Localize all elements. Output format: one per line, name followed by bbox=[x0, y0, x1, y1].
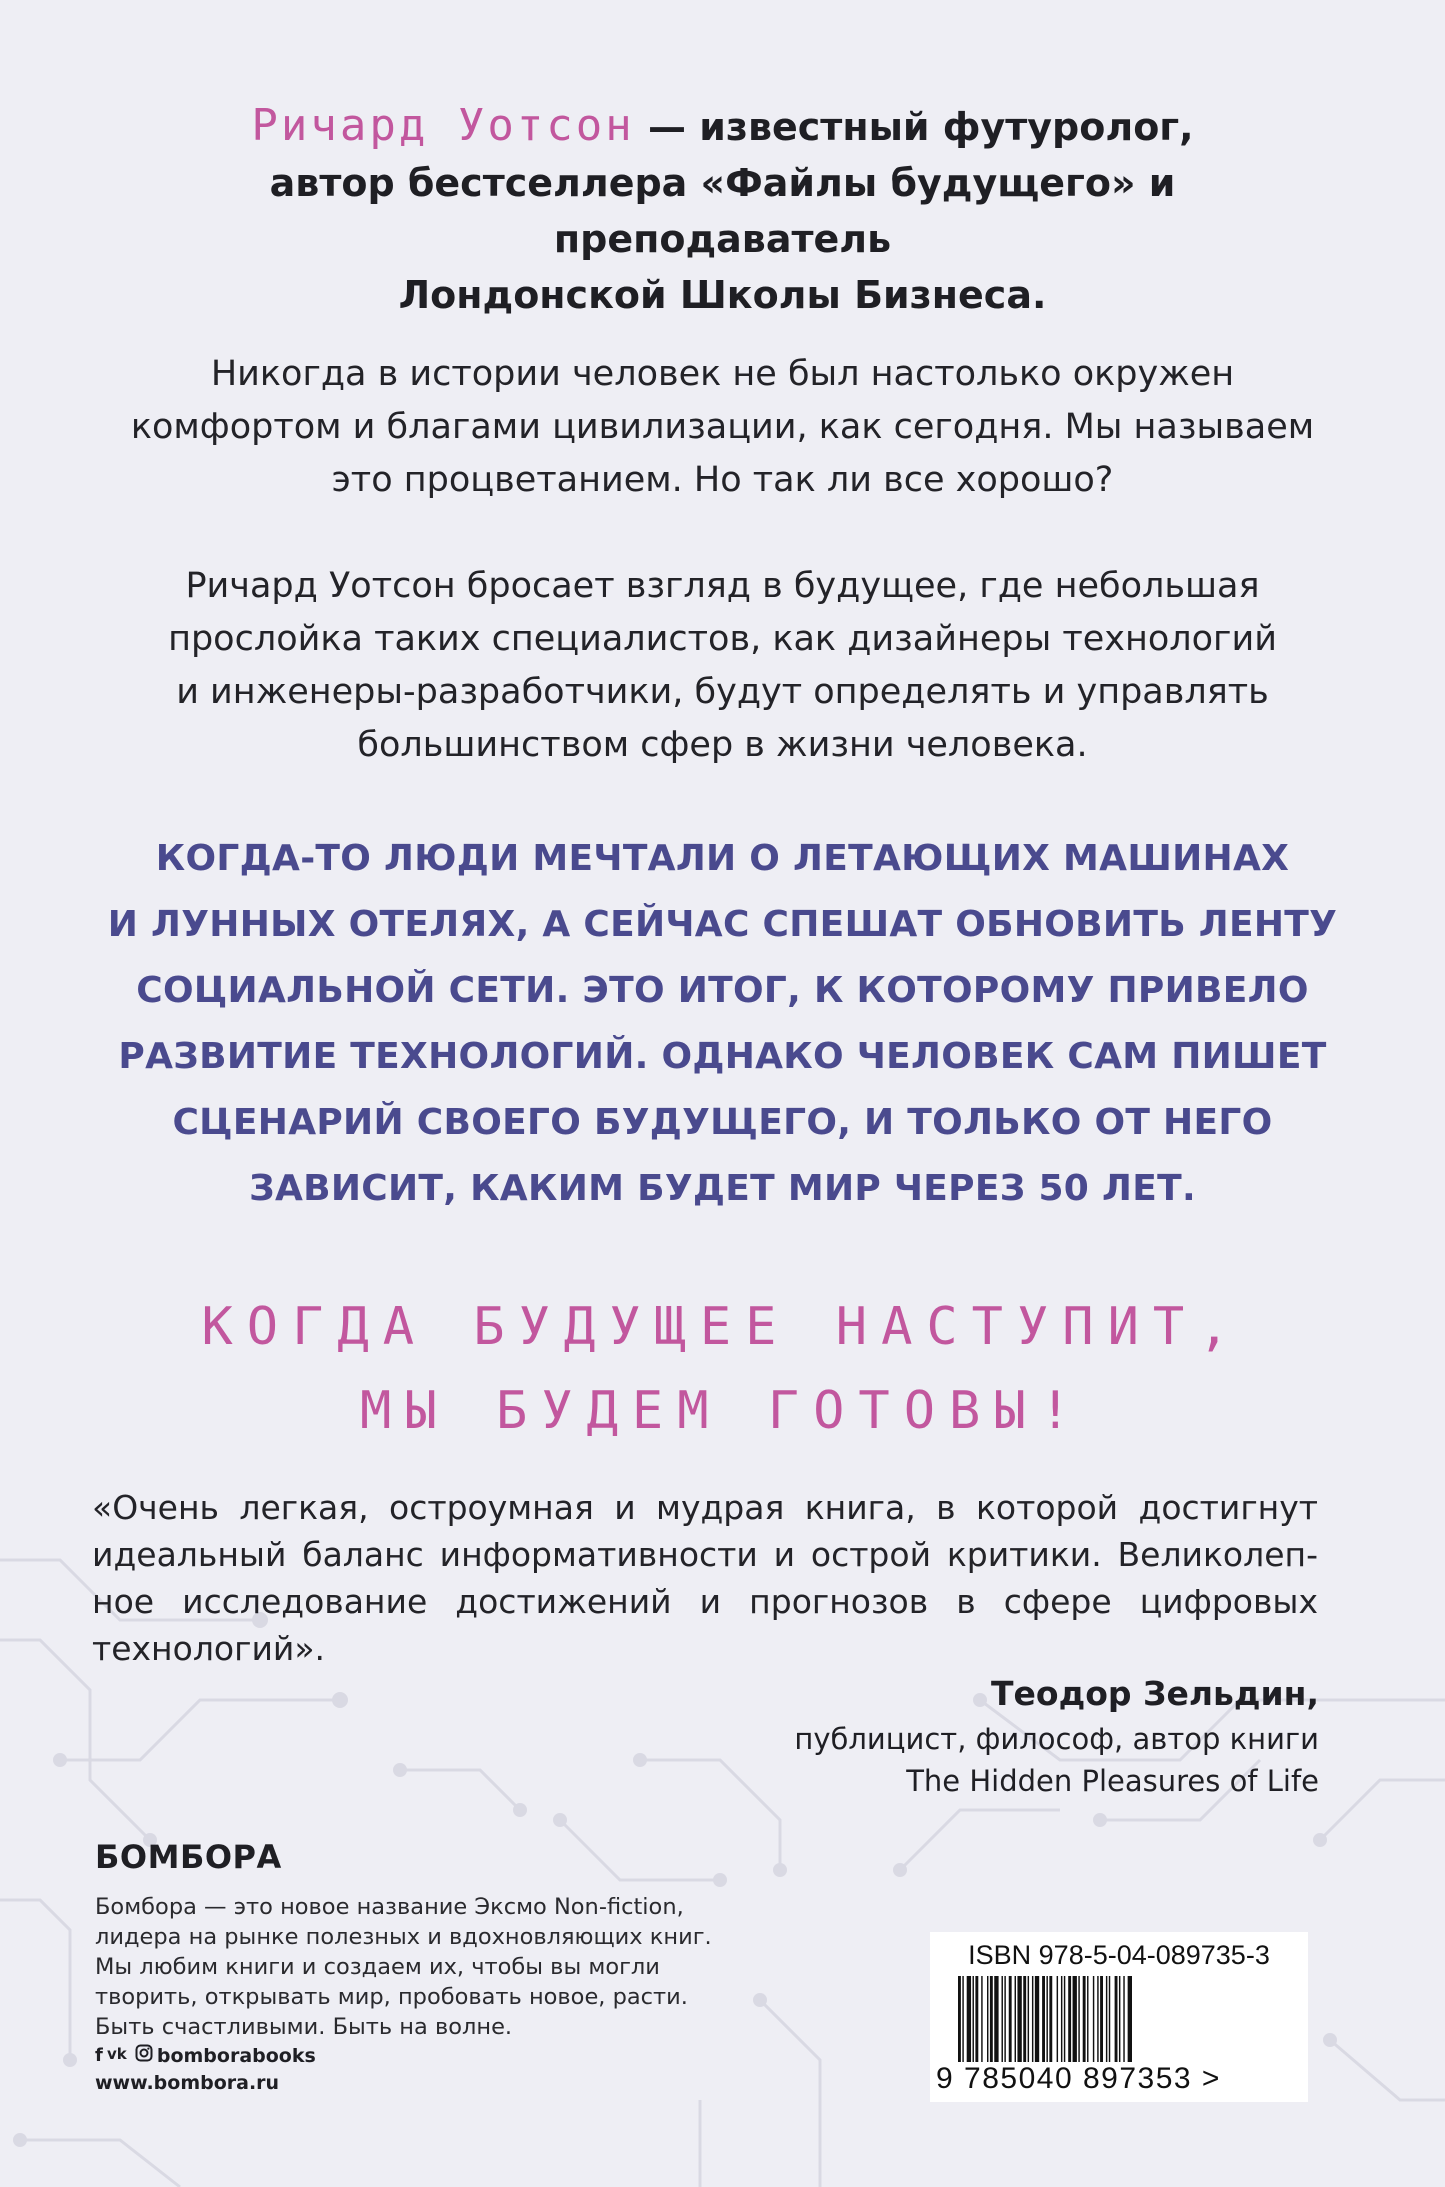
publisher-logo: БОМБОРА bbox=[95, 1838, 282, 1876]
barcode-bar bbox=[1046, 1976, 1047, 2062]
caps-line: КОГДА-ТО ЛЮДИ МЕЧТАЛИ О ЛЕТАЮЩИХ МАШИНАХ bbox=[155, 838, 1290, 879]
barcode-bar bbox=[967, 1976, 971, 2062]
barcode-bar bbox=[962, 1976, 963, 2062]
barcode-bar bbox=[975, 1976, 978, 2062]
barcode-bar bbox=[1128, 1976, 1132, 2062]
svg-text:vk: vk bbox=[106, 2045, 127, 2061]
barcode-bar bbox=[1123, 1976, 1124, 2062]
barcode-bar bbox=[1009, 1976, 1012, 2062]
paragraph-line: Ричард Уотсон бросает взгляд в будущее, где небольшая bbox=[185, 566, 1260, 606]
author-intro-line-2: автор бестселлера «Файлы будущего» и преподаватель bbox=[269, 161, 1176, 261]
author-name: Ричард Уотсон bbox=[251, 100, 635, 151]
barcode-bar bbox=[1028, 1976, 1029, 2062]
publisher-line: Бомбора — это новое название Эксмо Non-fiction, bbox=[95, 1894, 684, 1920]
vk-icon bbox=[107, 2045, 131, 2066]
publisher-line: лидера на рынке полезных и вдохновляющих книг. bbox=[95, 1924, 712, 1950]
barcode-bar bbox=[1057, 1976, 1058, 2062]
barcode-bar bbox=[990, 1976, 993, 2062]
quote-attribution bbox=[794, 1670, 1319, 1802]
barcode-bar bbox=[1078, 1976, 1079, 2062]
publisher-website: www.bombora.ru bbox=[95, 2072, 280, 2094]
quote-author-name: Теодор Зельдин, bbox=[991, 1674, 1319, 1713]
barcode-bar bbox=[1002, 1976, 1003, 2062]
slogan-line: КОГДА БУДУЩЕЕ НАСТУПИТ, bbox=[201, 1297, 1244, 1357]
publisher-line: Быть счастливыми. Быть на волне. bbox=[95, 2014, 513, 2040]
paragraph-line: это процветанием. Но так ли все хорошо? bbox=[331, 460, 1114, 500]
quote-author-desc: публицист, философ, автор книги bbox=[794, 1722, 1319, 1756]
caps-line: И ЛУННЫХ ОТЕЛЯХ, А СЕЙЧАС СПЕШАТ ОБНОВИТЬ ЛЕНТУ bbox=[107, 904, 1338, 945]
paragraph-line: и инженеры-разработчики, будут определять и управлять bbox=[176, 672, 1269, 712]
barcode-bar bbox=[1049, 1976, 1052, 2062]
barcode-bar bbox=[1087, 1976, 1088, 2062]
barcode-bar bbox=[1004, 1976, 1005, 2062]
paragraph-watson bbox=[90, 560, 1355, 772]
barcode-bar bbox=[1035, 1976, 1039, 2062]
barcode-bar bbox=[1119, 1976, 1120, 2062]
barcode-bar bbox=[1064, 1976, 1065, 2062]
social-handle: bomborabooks bbox=[156, 2044, 316, 2067]
slogan bbox=[90, 1285, 1355, 1453]
barcode-bar bbox=[1093, 1976, 1094, 2062]
caps-line: СЦЕНАРИЙ СВОЕГО БУДУЩЕГО, И ТОЛЬКО ОТ НЕГО bbox=[172, 1102, 1273, 1143]
barcode-bar bbox=[1032, 1976, 1033, 2062]
publisher-line: творить, открывать мир, пробовать новое, расти. bbox=[95, 1984, 688, 2010]
barcode-bar bbox=[958, 1976, 961, 2062]
paragraph-intro bbox=[90, 348, 1355, 507]
barcode-digits: 9 785040 897353 > bbox=[936, 2062, 1221, 2095]
barcode-bar bbox=[1023, 1976, 1026, 2062]
facebook-icon: f bbox=[95, 2045, 103, 2066]
barcode-bars bbox=[958, 1976, 1280, 2068]
slogan-line: МЫ БУДЕМ ГОТОВЫ! bbox=[360, 1381, 1085, 1441]
paragraph-line: большинством сфер в жизни человека. bbox=[357, 725, 1088, 765]
caps-line: РАЗВИТИЕ ТЕХНОЛОГИЙ. ОДНАКО ЧЕЛОВЕК САМ ПИШЕТ bbox=[118, 1036, 1327, 1077]
instagram-icon bbox=[135, 2044, 153, 2067]
social-links bbox=[95, 2044, 316, 2067]
barcode-bar bbox=[1061, 1976, 1062, 2062]
barcode-bar bbox=[973, 1976, 974, 2062]
isbn-number: ISBN 978-5-04-089735-3 bbox=[968, 1940, 1270, 1970]
barcode-bar bbox=[1042, 1976, 1045, 2062]
barcode-bar bbox=[1100, 1976, 1103, 2062]
isbn-barcode bbox=[930, 1932, 1308, 2102]
caps-line: ЗАВИСИТ, КАКИМ БУДЕТ МИР ЧЕРЕЗ 50 ЛЕТ. bbox=[249, 1168, 1196, 1209]
barcode-bar bbox=[1017, 1976, 1021, 2062]
barcode-bar bbox=[994, 1976, 998, 2062]
paragraph-line: Никогда в истории человек не был настолько окружен bbox=[210, 354, 1235, 394]
publisher-line: Мы любим книги и создаем их, чтобы вы могли bbox=[95, 1954, 660, 1980]
author-intro-line-3: Лондонской Школы Бизнеса. bbox=[398, 273, 1047, 317]
highlight-caps-block bbox=[90, 826, 1355, 1222]
barcode-bar bbox=[981, 1976, 982, 2062]
caps-line: СОЦИАЛЬНОЙ СЕТИ. ЭТО ИТОГ, К КОТОРОМУ ПРИВЕЛО bbox=[136, 970, 1309, 1011]
barcode-bar bbox=[1106, 1976, 1107, 2062]
barcode-bar bbox=[987, 1976, 988, 2062]
review-quote: «Очень легкая, остроумная и мудрая книга, в которой достигнут идеальный баланс информативности и острой критики. Великолепное исследование достижений и прогнозов в сфере цифровых технологий». bbox=[92, 1488, 1318, 1668]
quote-author-book: The Hidden Pleasures of Life bbox=[906, 1764, 1319, 1798]
paragraph-line: прослойка таких специалистов, как дизайнеры технологий bbox=[168, 619, 1277, 659]
barcode-bar bbox=[1115, 1976, 1118, 2062]
barcode-bar bbox=[1083, 1976, 1086, 2062]
author-intro-line-1: — известный футуролог, bbox=[634, 105, 1194, 149]
barcode-bar bbox=[1068, 1976, 1071, 2062]
barcode-bar bbox=[1109, 1976, 1110, 2062]
author-intro bbox=[100, 98, 1345, 323]
barcode-bar bbox=[1097, 1976, 1098, 2062]
barcode-bar bbox=[1073, 1976, 1077, 2062]
paragraph-line: комфортом и благами цивилизации, как сегодня. Мы называем bbox=[130, 407, 1315, 447]
publisher-description bbox=[95, 1892, 715, 2042]
barcode-bar bbox=[1015, 1976, 1016, 2062]
